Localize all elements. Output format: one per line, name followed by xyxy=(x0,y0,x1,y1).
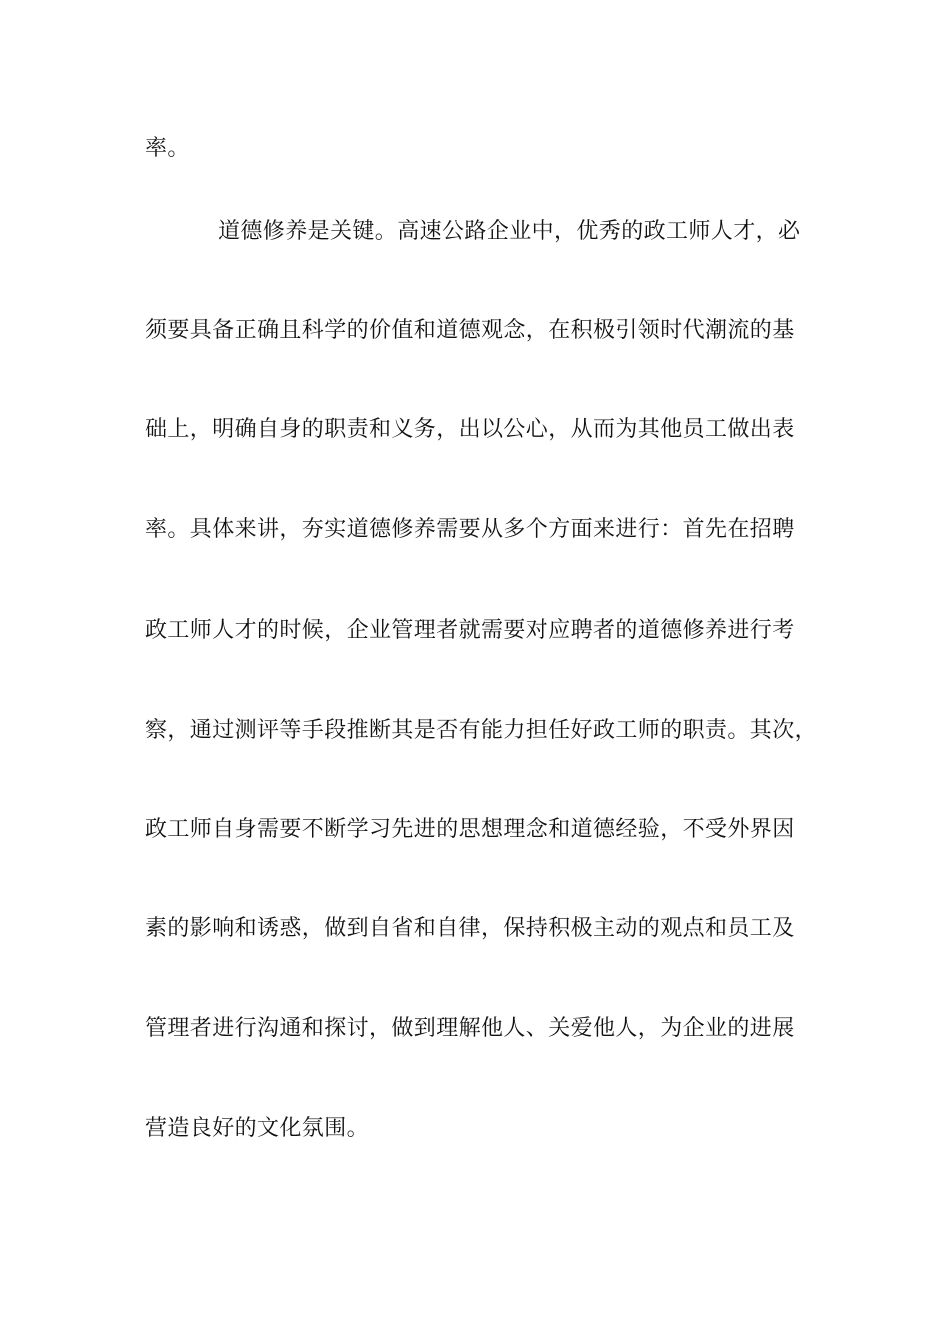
text-line: 素的影响和诱惑，做到自省和自律，保持积极主动的观点和员工及 xyxy=(145,916,795,941)
paragraph-first-line: 道德修养是关键。高速公路企业中，优秀的政工师人才，必 xyxy=(218,219,801,244)
text-line: 率。 xyxy=(145,136,190,161)
text-line: 察，通过测评等手段推断其是否有能力担任好政工师的职责。其次， xyxy=(145,718,818,743)
text-line: 础上，明确自身的职责和义务，出以公心，从而为其他员工做出表 xyxy=(145,417,795,442)
text-line: 政工师人才的时候，企业管理者就需要对应聘者的道德修养进行考 xyxy=(145,618,795,643)
text-line: 管理者进行沟通和探讨，做到理解他人、关爱他人，为企业的进展 xyxy=(145,1016,795,1041)
text-line: 政工师自身需要不断学习先进的思想理念和道德经验，不受外界因 xyxy=(145,817,795,842)
paragraph-last-line: 营造良好的文化氛围。 xyxy=(145,1116,370,1141)
text-line: 须要具备正确且科学的价值和道德观念，在积极引领时代潮流的基 xyxy=(145,318,795,343)
text-line: 率。具体来讲，夯实道德修养需要从多个方面来进行：首先在招聘 xyxy=(145,517,795,542)
